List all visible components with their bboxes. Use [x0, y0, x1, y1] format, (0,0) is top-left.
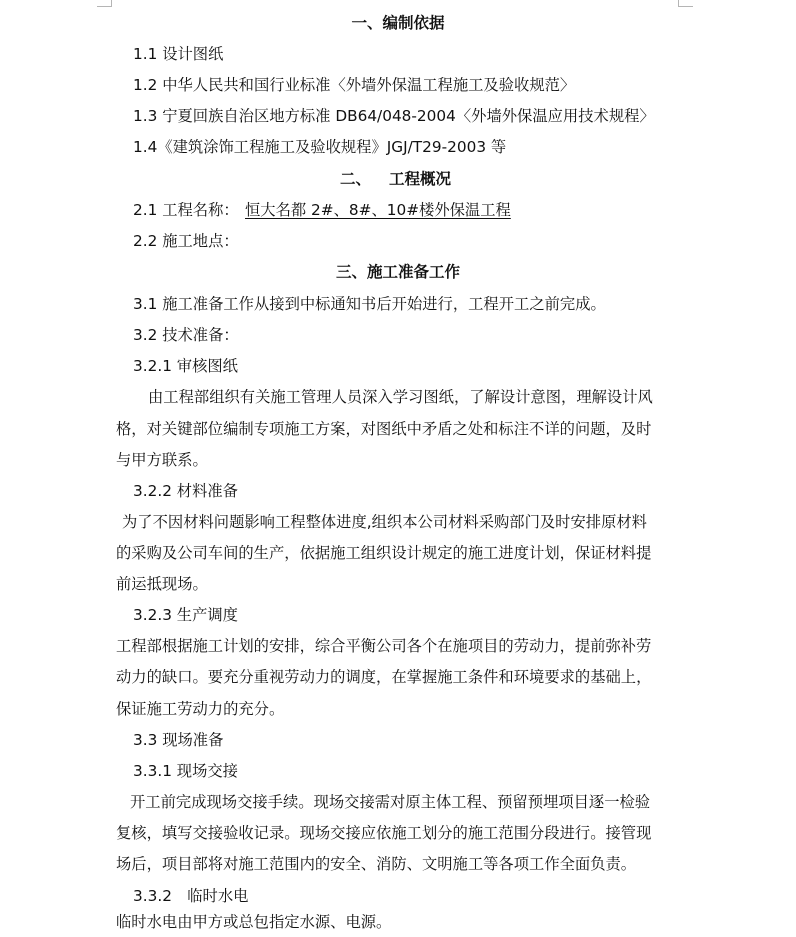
prep-item-3-1: 3.1 施工准备工作从接到中标通知书后开始进行，工程开工之前完成。: [133, 295, 606, 313]
prep-item-3-2-1: 3.2.1 审核图纸: [133, 357, 238, 375]
page-corner-mark-left: [97, 0, 112, 7]
paragraph-line: 与甲方联系。: [116, 451, 208, 469]
section-heading-preparation: 三、施工准备工作: [335, 263, 460, 281]
basis-item-3: 1.3 宁夏回族自治区地方标准 DB64/048-2004〈外墙外保温应用技术规程〉: [133, 107, 655, 125]
prep-item-3-2-2: 3.2.2 材料准备: [133, 482, 238, 500]
prep-item-3-2: 3.2 技术准备：: [133, 326, 239, 344]
paragraph-line: 开工前完成现场交接手续。现场交接需对原主体工程、预留预埋项目逐一检验: [130, 793, 651, 811]
paragraph-line: 保证施工劳动力的充分。: [116, 700, 285, 718]
section-heading-overview: 二、 工程概况: [340, 170, 452, 188]
prep-item-3-3-1: 3.3.1 现场交接: [133, 762, 238, 780]
paragraph-line: 的采购及公司车间的生产，依据施工组织设计规定的施工进度计划，保证材料提: [116, 544, 652, 562]
basis-item-2: 1.2 中华人民共和国行业标准〈外墙外保温工程施工及验收规范〉: [133, 76, 576, 94]
prep-item-3-2-3: 3.2.3 生产调度: [133, 606, 238, 624]
paragraph-line: 临时水电由甲方或总包指定水源、电源。: [116, 913, 392, 931]
project-location-row: 2.2 施工地点：: [133, 232, 239, 250]
prep-item-3-3-2: 3.3.2 临时水电: [133, 887, 249, 905]
basis-item-1: 1.1 设计图纸: [133, 45, 224, 63]
project-name-value: 恒大名都 2#、8#、10#楼外保温工程: [245, 201, 511, 219]
paragraph-line: 由工程部组织有关施工管理人员深入学习图纸，了解设计意图，理解设计风: [148, 388, 653, 406]
paragraph-line: 动力的缺口。要充分重视劳动力的调度，在掌握施工条件和环境要求的基础上，: [116, 668, 652, 686]
paragraph-line: 为了不因材料问题影响工程整体进度,组织本公司材料采购部门及时安排原材料: [122, 513, 647, 531]
page-corner-mark-right: [678, 0, 693, 7]
paragraph-line: 复核，填写交接验收记录。现场交接应依施工划分的施工范围分段进行。接管现: [116, 824, 652, 842]
paragraph-line: 前运抵现场。: [116, 575, 208, 593]
basis-item-4: 1.4《建筑涂饰工程施工及验收规程》JGJ/T29-2003 等: [133, 138, 507, 156]
project-name-row: 2.1 工程名称： 恒大名都 2#、8#、10#楼外保温工程: [0, 195, 796, 225]
section-heading-basis: 一、编制依据: [351, 14, 445, 32]
paragraph-line: 格，对关键部位编制专项施工方案，对图纸中矛盾之处和标注不详的问题，及时: [116, 420, 652, 438]
paragraph-line: 工程部根据施工计划的安排，综合平衡公司各个在施项目的劳动力，提前弥补劳: [116, 637, 652, 655]
prep-item-3-3: 3.3 现场准备: [133, 731, 224, 749]
paragraph-line: 场后，项目部将对施工范围内的安全、消防、文明施工等各项工作全面负责。: [116, 855, 637, 873]
